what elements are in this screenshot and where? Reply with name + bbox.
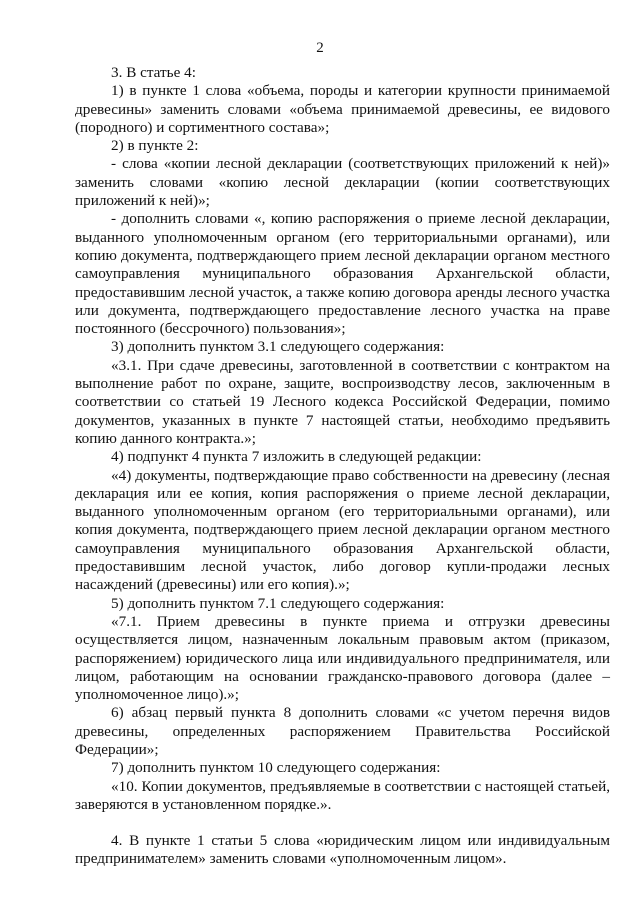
paragraph-item-2: 2) в пункте 2: bbox=[111, 137, 199, 155]
paragraph-spacer bbox=[75, 814, 610, 832]
paragraph-item-7-1-text: «7.1. Прием древесины в пункте приема и отгрузки древесины осуществляется лицом, назначенным локальным правовым актом (приказом, распоряжением) юридического лица или индивидуального предпринимателя, или лицом, работающим на основании гражданско-правового договора (далее – уполномоченное лицо).»; bbox=[75, 612, 610, 704]
page-number: 2 bbox=[316, 40, 324, 56]
paragraph-item-1: 1) в пункте 1 слова «объема, породы и категории крупности принимаемой древесины» заменить словами «объема принимаемой древесины, ее видового (породного) и сортиментного состава»; bbox=[75, 82, 610, 136]
paragraph-item-3: 3) дополнить пунктом 3.1 следующего содержания: bbox=[111, 338, 445, 356]
paragraph-item-3-1-text: «3.1. При сдаче древесины, заготовленной в соответствии с контрактом на выполнение работ по охране, защите, воспроизводству лесов, заключенным в соответствии со статьей 19 Лесного кодекса Российской Федерации, помимо документов, указанных в пункте 7 настоящей статьи, необходимо предъявить копию данного контракта.»; bbox=[75, 356, 610, 447]
paragraph-item-5: 5) дополнить пунктом 7.1 следующего содержания: bbox=[111, 594, 445, 612]
document-body bbox=[75, 64, 610, 869]
paragraph-item-10-text: «10. Копии документов, предъявляемые в соответствии с настоящей статьей, заверяются в установленном порядке.». bbox=[75, 777, 610, 813]
paragraph-item-4: 4) подпункт 4 пункта 7 изложить в следующей редакции: bbox=[111, 448, 482, 466]
paragraph-article-4-heading: 3. В статье 4: bbox=[111, 64, 196, 81]
paragraph-item-6: 6) абзац первый пункта 8 дополнить словами «с учетом перечня видов древесины, определенных распоряжением Правительства Российской Федерации»; bbox=[75, 704, 610, 758]
paragraph-item-7: 7) дополнить пунктом 10 следующего содержания: bbox=[111, 759, 441, 777]
paragraph-article-5: 4. В пункте 1 статьи 5 слова «юридическим лицом или индивидуальным предпринимателем» заменить словами «уполномоченным лицом». bbox=[75, 832, 610, 868]
paragraph-item-4-text: «4) документы, подтверждающие право собственности на древесину (лесная декларация или ее копия, копия распоряжения о приеме лесной декларации, выданного уполномоченным органом (его территориальными органами), или копия документа, подтверждающего прием лесной декларации органом местного самоуправления муниципального образования Архангельской области, предоставившим лесной участок, либо договор купли-продажи лесных насаждений (древесины) или его копия).»; bbox=[75, 466, 610, 594]
paragraph-item-2-words: - слова «копии лесной декларации (соответствующих приложений к ней)» заменить словами «копию лесной декларации (копии соответствующих приложений к ней)»; bbox=[75, 155, 610, 210]
paragraph-item-2-supplement: - дополнить словами «, копию распоряжения о приеме лесной декларации, выданного уполномоченным органом (его территориальными органами), или копию документа, подтверждающего прием лесной декларации органом местного самоуправления муниципального образования Архангельской области, предоставившим лесной участок, а также копию договора аренды лесного участка или документа, подтверждающего предоставление лесного участка на праве постоянного (бессрочного) пользования»; bbox=[75, 210, 610, 338]
